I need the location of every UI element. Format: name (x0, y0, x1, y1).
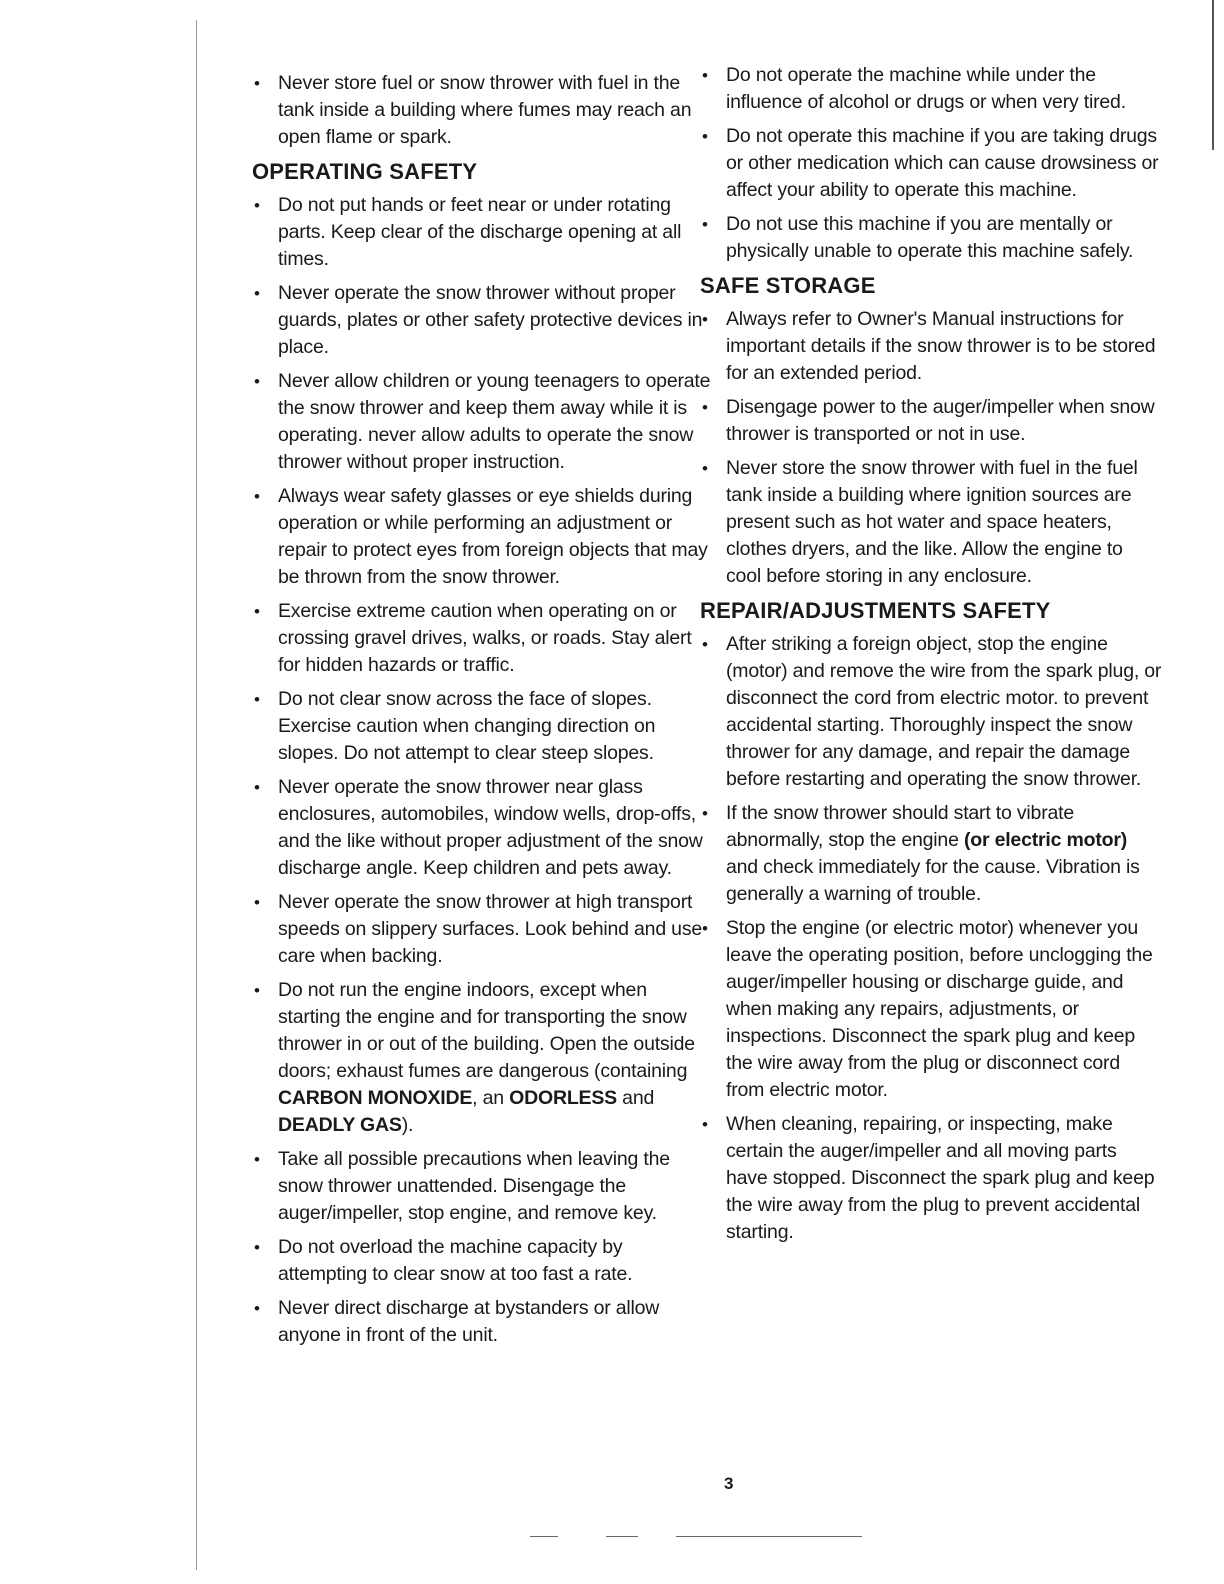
page-number: 3 (724, 1474, 734, 1493)
list-item: • Take all possible precautions when leaving the snow thrower unattended. Disengage the auger/impeller, stop engine, and remove key. (252, 1146, 714, 1227)
list-item: • Never store the snow thrower with fuel in the fuel tank inside a building where ignition sources are present such as hot water and space heaters, clothes dryers, and the like. Allow the engine to cool before storing in any enclosure. (700, 455, 1162, 590)
left-column (252, 70, 714, 1356)
list-item: • Exercise extreme caution when operating on or crossing gravel drives, walks, or roads. Stay alert for hidden hazards or traffic. (252, 598, 714, 679)
list-item-indoors (252, 977, 714, 1139)
repair-safety-list (700, 631, 1162, 1246)
footer-dash (530, 1536, 558, 1537)
list-item: • Never store fuel or snow thrower with fuel in the tank inside a building where fumes may reach an open flame or spark. (252, 70, 714, 151)
list-item: • Do not operate the machine while under the influence of alcohol or drugs or when very tired. (700, 62, 1162, 116)
intro-list-left (252, 70, 714, 151)
list-item: • Do not overload the machine capacity by attempting to clear snow at too fast a rate. (252, 1234, 714, 1288)
vibrate-pre-text: If the snow thrower should start to vibrate abnormally, stop the engine (726, 802, 1074, 851)
odorless-text: ODORLESS (509, 1087, 617, 1109)
vibrate-post-text: and check immediately for the cause. Vibration is generally a warning of trouble. (726, 856, 1140, 905)
indoors-mid-text: , an (472, 1087, 510, 1109)
list-item: • Never direct discharge at bystanders or allow anyone in front of the unit. (252, 1295, 714, 1349)
list-item: • Never operate the snow thrower without proper guards, plates or other safety protective devices in place. (252, 280, 714, 361)
indoors-text: Do not run the engine indoors, except when starting the engine and for transporting the snow thrower in or out of the building. Open the outside doors; exhaust fumes are dangerous (containing (278, 979, 695, 1082)
right-column (700, 62, 1162, 1253)
list-item: • Do not use this machine if you are mentally or physically unable to operate this machine safely. (700, 211, 1162, 265)
carbon-monoxide-text: CARBON MONOXIDE (278, 1087, 473, 1109)
and-text: and (616, 1087, 655, 1109)
operating-safety-heading: OPERATING SAFETY (252, 159, 478, 184)
list-item: • Do not clear snow across the face of slopes. Exercise caution when changing direction on slopes. Do not attempt to clear steep slopes. (252, 686, 714, 767)
scan-edge-right (1212, 0, 1214, 150)
list-item: • Disengage power to the auger/impeller when snow thrower is transported or not in use. (700, 394, 1162, 448)
list-item: • Never operate the snow thrower near glass enclosures, automobiles, window wells, drop-offs, and the like without proper adjustment of the snow discharge angle. Keep children and pets away. (252, 774, 714, 882)
operating-safety-list (252, 192, 714, 1349)
list-item: • When cleaning, repairing, or inspecting, make certain the auger/impeller and all moving parts have stopped. Disconnect the spark plug and keep the wire away from the plug to prevent accidental starting. (700, 1111, 1162, 1246)
list-item: • Always wear safety glasses or eye shields during operation or while performing an adjustment or repair to protect eyes from foreign objects that may be thrown from the snow thrower. (252, 483, 714, 591)
intro-list-right (700, 62, 1162, 265)
footer-dash (606, 1536, 638, 1537)
list-item: • After striking a foreign object, stop the engine (motor) and remove the wire from the spark plug, or disconnect the cord from electric motor. to prevent accidental starting. Thoroughly inspect the snow thrower for any damage, and repair the damage before restarting and operating the snow thrower. (700, 631, 1162, 793)
safe-storage-heading: SAFE STORAGE (700, 273, 876, 298)
list-item: • Do not operate this machine if you are taking drugs or other medication which can cause drowsiness or affect your ability to operate this machine. (700, 123, 1162, 204)
list-item: • Do not put hands or feet near or under rotating parts. Keep clear of the discharge opening at all times. (252, 192, 714, 273)
repair-safety-heading: REPAIR/ADJUSTMENTS SAFETY (700, 598, 1051, 623)
scan-edge-left (196, 20, 197, 1570)
footer-dash (676, 1536, 862, 1537)
deadly-gas-text: DEADLY GAS (278, 1114, 402, 1136)
electric-motor-text: (or electric motor) (963, 829, 1128, 851)
list-item: • Never operate the snow thrower at high transport speeds on slippery surfaces. Look behind and use care when backing. (252, 889, 714, 970)
list-item: • Always refer to Owner's Manual instructions for important details if the snow thrower is to be stored for an extended period. (700, 306, 1162, 387)
indoors-end-text: ). (401, 1114, 414, 1136)
list-item: • Stop the engine (or electric motor) whenever you leave the operating position, before unclogging the auger/impeller housing or discharge guide, and when making any repairs, adjustments, or inspections. Disconnect the spark plug and keep the wire away from the plug or disconnect cord from electric motor. (700, 915, 1162, 1104)
list-item: • Never allow children or young teenagers to operate the snow thrower and keep them away while it is operating. never allow adults to operate the snow thrower without proper instruction. (252, 368, 714, 476)
safe-storage-list (700, 306, 1162, 590)
list-item-vibrate (700, 800, 1162, 908)
